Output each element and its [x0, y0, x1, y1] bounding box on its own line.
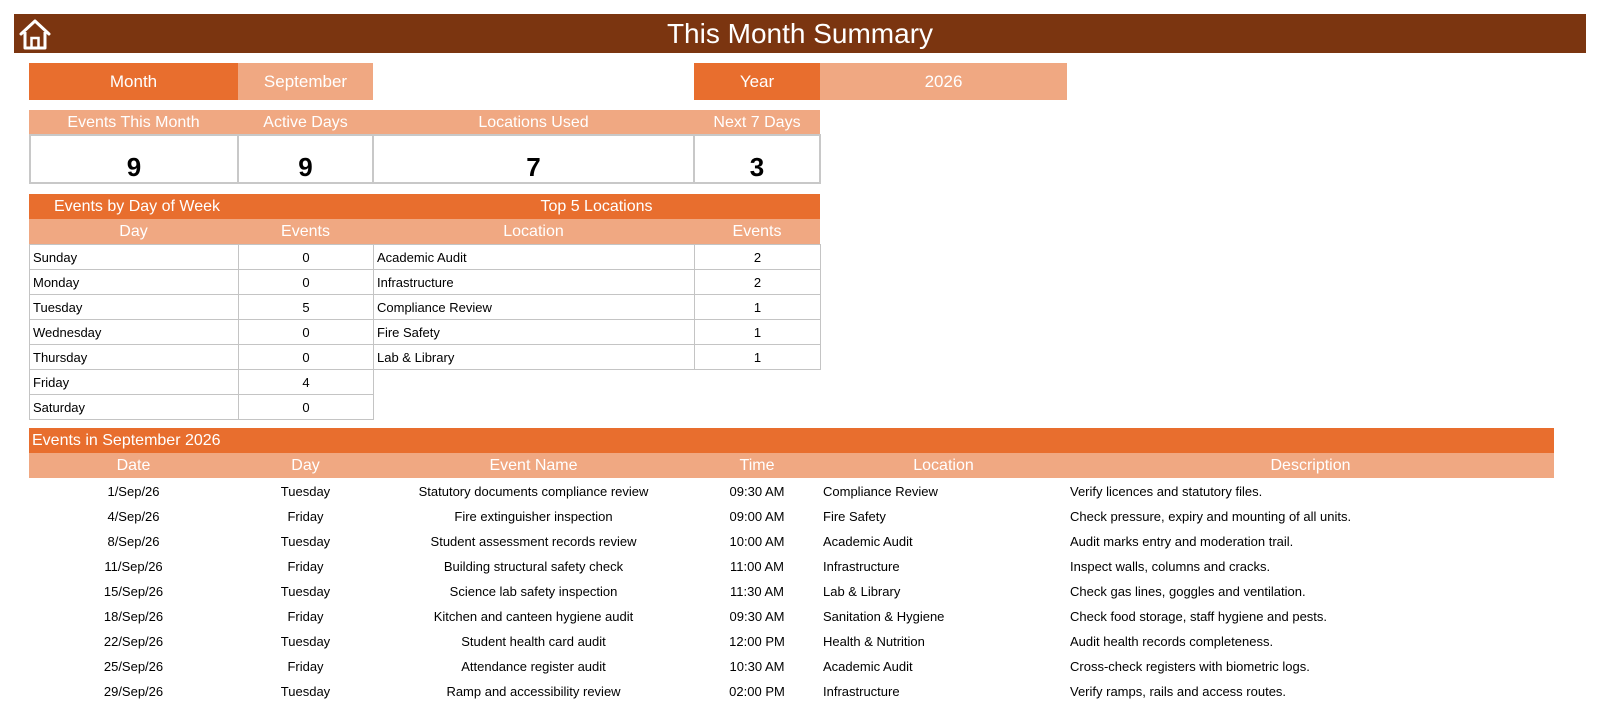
event-description: Verify ramps, rails and access routes.	[1070, 684, 1287, 699]
location-event-count: 2	[694, 269, 821, 295]
day-event-count: 0	[238, 319, 374, 345]
event-location: Academic Audit	[823, 534, 913, 549]
day-event-count: 0	[238, 394, 374, 420]
event-date: 1/Sep/26	[107, 484, 160, 499]
column-header-day: Day	[238, 453, 373, 478]
event-day: Friday	[287, 659, 324, 674]
year-selector[interactable]: 2026	[820, 63, 1067, 100]
event-name: Attendance register audit	[461, 659, 606, 674]
event-date: 4/Sep/26	[107, 509, 160, 524]
day-event-count: 4	[238, 369, 374, 395]
title-banner	[14, 14, 1586, 53]
section-title-events-by-day: Events by Day of Week	[29, 194, 373, 219]
event-name: Building structural safety check	[443, 559, 624, 574]
column-header-location: Location	[373, 219, 694, 244]
event-description: Verify licences and statutory files.	[1070, 484, 1263, 499]
column-header-description: Description	[1067, 453, 1554, 478]
day-name: Saturday	[29, 394, 239, 420]
day-event-count: 0	[238, 244, 374, 270]
event-day: Tuesday	[280, 534, 331, 549]
event-location: Infrastructure	[823, 684, 900, 699]
kpi-label-active-days: Active Days	[238, 110, 373, 135]
column-header-events: Events	[238, 219, 373, 244]
event-date: 15/Sep/26	[103, 584, 164, 599]
event-day: Tuesday	[280, 634, 331, 649]
event-date: 25/Sep/26	[103, 659, 164, 674]
event-location: Health & Nutrition	[823, 634, 925, 649]
event-day: Tuesday	[280, 684, 331, 699]
event-description: Cross-check registers with biometric logs.	[1070, 659, 1310, 674]
event-time: 09:00 AM	[729, 509, 785, 524]
day-name: Monday	[29, 269, 239, 295]
kpi-label-next-7-days: Next 7 Days	[694, 110, 820, 135]
event-day: Friday	[287, 609, 324, 624]
event-description: Check pressure, expiry and mounting of all units.	[1070, 509, 1352, 524]
section-title-events-list: Events in September 2026	[29, 428, 1554, 453]
event-name: Ramp and accessibility review	[446, 684, 621, 699]
event-day: Friday	[287, 559, 324, 574]
day-name: Wednesday	[29, 319, 239, 345]
event-description: Check food storage, staff hygiene and pests.	[1070, 609, 1328, 624]
month-selector[interactable]: September	[238, 63, 373, 100]
event-time: 10:30 AM	[729, 659, 785, 674]
column-header-event-name: Event Name	[373, 453, 694, 478]
year-label: Year	[694, 63, 820, 100]
event-day: Tuesday	[280, 584, 331, 599]
kpi-label-locations-used: Locations Used	[373, 110, 694, 135]
event-date: 8/Sep/26	[107, 534, 160, 549]
event-day: Tuesday	[280, 484, 331, 499]
event-location: Compliance Review	[823, 484, 938, 499]
event-name: Kitchen and canteen hygiene audit	[433, 609, 634, 624]
event-time: 11:30 AM	[730, 584, 784, 599]
kpi-label-events-this-month: Events This Month	[29, 110, 238, 135]
event-date: 18/Sep/26	[103, 609, 164, 624]
month-label: Month	[29, 63, 238, 100]
event-name: Student assessment records review	[430, 534, 637, 549]
location-event-count: 2	[694, 244, 821, 270]
column-header-day: Day	[29, 219, 238, 244]
event-time: 12:00 PM	[729, 634, 785, 649]
event-name: Science lab safety inspection	[449, 584, 618, 599]
event-location: Fire Safety	[823, 509, 886, 524]
event-description: Audit health records completeness.	[1070, 634, 1274, 649]
event-description: Check gas lines, goggles and ventilation.	[1070, 584, 1306, 599]
location-name: Compliance Review	[373, 294, 695, 320]
location-event-count: 1	[694, 319, 821, 345]
event-time: 02:00 PM	[729, 684, 785, 699]
location-event-count: 1	[694, 344, 821, 370]
event-location: Sanitation & Hygiene	[823, 609, 945, 624]
event-name: Student health card audit	[461, 634, 606, 649]
location-name: Infrastructure	[373, 269, 695, 295]
event-description: Inspect walls, columns and cracks.	[1070, 559, 1271, 574]
event-description: Audit marks entry and moderation trail.	[1070, 534, 1294, 549]
day-event-count: 0	[238, 269, 374, 295]
location-event-count: 1	[694, 294, 821, 320]
event-date: 11/Sep/26	[104, 559, 163, 574]
location-name: Fire Safety	[373, 319, 695, 345]
event-time: 10:00 AM	[729, 534, 785, 549]
day-name: Friday	[29, 369, 239, 395]
event-name: Fire extinguisher inspection	[454, 509, 613, 524]
location-name: Lab & Library	[373, 344, 695, 370]
event-location: Infrastructure	[823, 559, 900, 574]
home-icon[interactable]	[18, 17, 52, 51]
event-time: 11:00 AM	[730, 559, 784, 574]
day-name: Sunday	[29, 244, 239, 270]
kpi-value-locations-used: 7	[372, 134, 695, 184]
event-location: Lab & Library	[823, 584, 901, 599]
event-time: 09:30 AM	[729, 484, 785, 499]
day-event-count: 0	[238, 344, 374, 370]
event-day: Friday	[287, 509, 324, 524]
section-title-top-locations: Top 5 Locations	[373, 194, 820, 219]
location-name: Academic Audit	[373, 244, 695, 270]
page-title: This Month Summary	[666, 18, 934, 49]
event-name: Statutory documents compliance review	[418, 484, 649, 499]
day-name: Thursday	[29, 344, 239, 370]
event-location: Academic Audit	[823, 659, 913, 674]
column-header-time: Time	[694, 453, 820, 478]
event-date: 22/Sep/26	[103, 634, 164, 649]
kpi-value-active-days: 9	[237, 134, 374, 184]
day-event-count: 5	[238, 294, 374, 320]
event-time: 09:30 AM	[729, 609, 785, 624]
column-header-location: Location	[820, 453, 1067, 478]
day-name: Tuesday	[29, 294, 239, 320]
kpi-value-next-7-days: 3	[693, 134, 821, 184]
column-header-date: Date	[29, 453, 238, 478]
event-date: 29/Sep/26	[103, 684, 164, 699]
kpi-value-events-this-month: 9	[29, 134, 239, 184]
column-header-location-events: Events	[694, 219, 820, 244]
